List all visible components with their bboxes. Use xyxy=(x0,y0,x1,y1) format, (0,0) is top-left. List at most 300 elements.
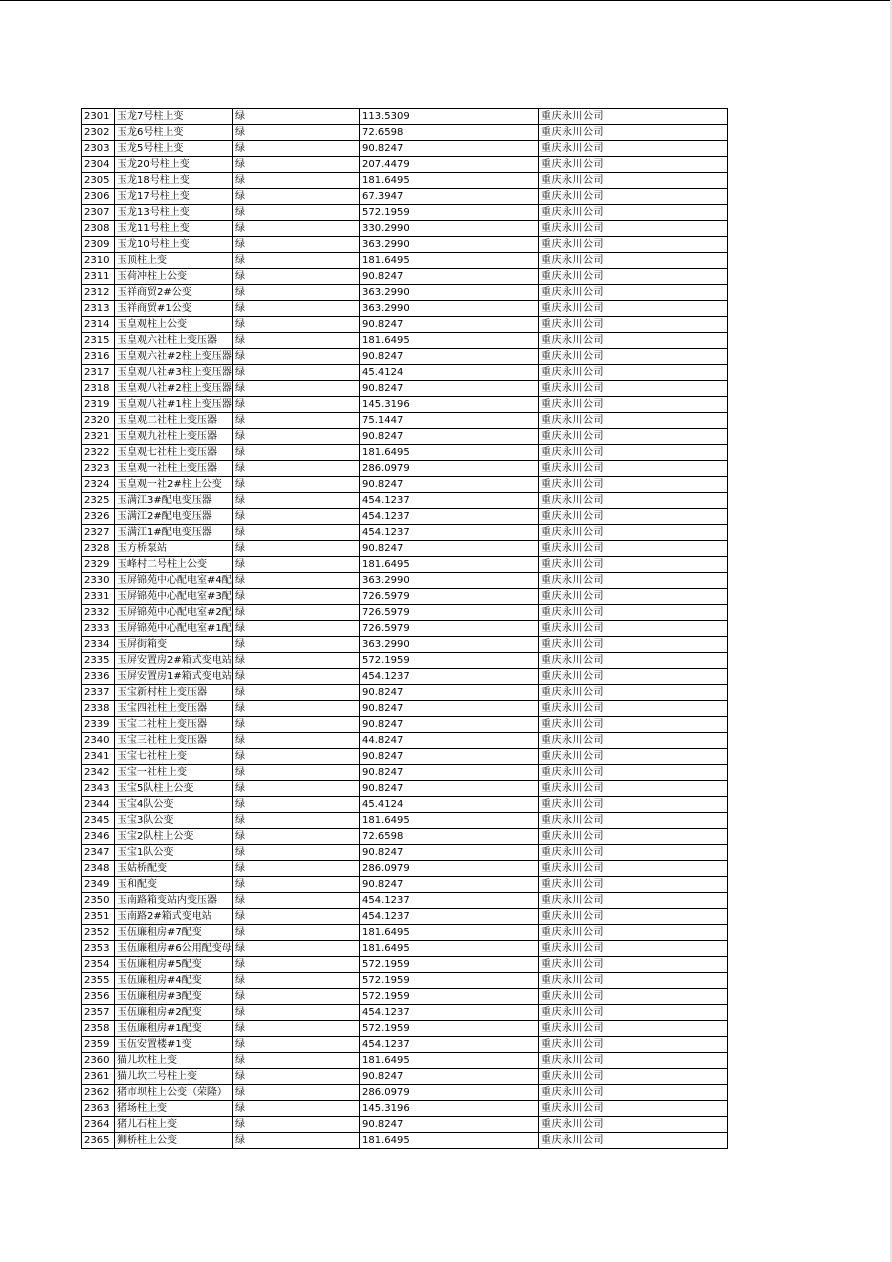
company-cell: 重庆永川公司 xyxy=(539,733,728,749)
company-cell: 重庆永川公司 xyxy=(539,525,728,541)
status-color-cell: 绿 xyxy=(233,989,360,1005)
status-color-cell: 绿 xyxy=(233,845,360,861)
table-row xyxy=(82,973,728,989)
row-id-cell: 2364 xyxy=(82,1117,115,1133)
row-id-cell: 2361 xyxy=(82,1069,115,1085)
table-row xyxy=(82,125,728,141)
row-id-cell: 2360 xyxy=(82,1053,115,1069)
company-cell: 重庆永川公司 xyxy=(539,157,728,173)
row-id-cell: 2346 xyxy=(82,829,115,845)
status-color-cell: 绿 xyxy=(233,141,360,157)
company-cell: 重庆永川公司 xyxy=(539,621,728,637)
transformer-name-cell: 玉皇观九社柱上变压器 xyxy=(115,429,233,445)
transformer-name-cell: 玉荷冲柱上公变 xyxy=(115,269,233,285)
table-row xyxy=(82,893,728,909)
transformer-name-cell: 玉伍廉租房#6公用配变母 xyxy=(115,941,233,957)
value-cell: 286.0979 xyxy=(360,461,539,477)
transformer-name-cell: 玉顶柱上变 xyxy=(115,253,233,269)
table-row xyxy=(82,493,728,509)
transformer-name-cell: 玉宝七社柱上变 xyxy=(115,749,233,765)
row-id-cell: 2339 xyxy=(82,717,115,733)
transformer-name-cell: 猫儿坎柱上变 xyxy=(115,1053,233,1069)
transformer-name-cell: 玉屏锦苑中心配电室#2配 xyxy=(115,605,233,621)
company-cell: 重庆永川公司 xyxy=(539,221,728,237)
company-cell: 重庆永川公司 xyxy=(539,285,728,301)
table-row xyxy=(82,749,728,765)
transformer-name-cell: 玉宝二社柱上变压器 xyxy=(115,717,233,733)
company-cell: 重庆永川公司 xyxy=(539,573,728,589)
transformer-name-cell: 玉龙11号柱上变 xyxy=(115,221,233,237)
status-color-cell: 绿 xyxy=(233,381,360,397)
transformer-name-cell: 玉皇观一社柱上变压器 xyxy=(115,461,233,477)
row-id-cell: 2357 xyxy=(82,1005,115,1021)
row-id-cell: 2321 xyxy=(82,429,115,445)
company-cell: 重庆永川公司 xyxy=(539,1021,728,1037)
status-color-cell: 绿 xyxy=(233,189,360,205)
transformer-name-cell: 玉南路2#箱式变电站 xyxy=(115,909,233,925)
company-cell: 重庆永川公司 xyxy=(539,141,728,157)
row-id-cell: 2319 xyxy=(82,397,115,413)
value-cell: 454.1237 xyxy=(360,525,539,541)
company-cell: 重庆永川公司 xyxy=(539,269,728,285)
status-color-cell: 绿 xyxy=(233,1101,360,1117)
table-row xyxy=(82,221,728,237)
table-row xyxy=(82,589,728,605)
status-color-cell: 绿 xyxy=(233,829,360,845)
table-body xyxy=(82,109,728,1149)
row-id-cell: 2304 xyxy=(82,157,115,173)
row-id-cell: 2301 xyxy=(82,109,115,125)
value-cell: 363.2990 xyxy=(360,285,539,301)
value-cell: 363.2990 xyxy=(360,637,539,653)
row-id-cell: 2336 xyxy=(82,669,115,685)
transformer-name-cell: 玉姑桥配变 xyxy=(115,861,233,877)
status-color-cell: 绿 xyxy=(233,925,360,941)
table-row xyxy=(82,781,728,797)
company-cell: 重庆永川公司 xyxy=(539,429,728,445)
status-color-cell: 绿 xyxy=(233,237,360,253)
transformer-name-cell: 玉伍廉租房#7配变 xyxy=(115,925,233,941)
table-row xyxy=(82,381,728,397)
company-cell: 重庆永川公司 xyxy=(539,1053,728,1069)
value-cell: 181.6495 xyxy=(360,445,539,461)
table-row xyxy=(82,253,728,269)
value-cell: 145.3196 xyxy=(360,1101,539,1117)
company-cell: 重庆永川公司 xyxy=(539,909,728,925)
company-cell: 重庆永川公司 xyxy=(539,989,728,1005)
row-id-cell: 2325 xyxy=(82,493,115,509)
transformer-name-cell: 玉伍廉租房#1配变 xyxy=(115,1021,233,1037)
company-cell: 重庆永川公司 xyxy=(539,237,728,253)
status-color-cell: 绿 xyxy=(233,589,360,605)
transformer-name-cell: 玉和配变 xyxy=(115,877,233,893)
status-color-cell: 绿 xyxy=(233,1053,360,1069)
row-id-cell: 2350 xyxy=(82,893,115,909)
transformer-name-cell: 玉皇观六社柱上变压器 xyxy=(115,333,233,349)
company-cell: 重庆永川公司 xyxy=(539,877,728,893)
transformer-name-cell: 玉龙17号柱上变 xyxy=(115,189,233,205)
value-cell: 207.4479 xyxy=(360,157,539,173)
company-cell: 重庆永川公司 xyxy=(539,637,728,653)
transformer-name-cell: 玉龙7号柱上变 xyxy=(115,109,233,125)
status-color-cell: 绿 xyxy=(233,733,360,749)
status-color-cell: 绿 xyxy=(233,221,360,237)
status-color-cell: 绿 xyxy=(233,893,360,909)
company-cell: 重庆永川公司 xyxy=(539,925,728,941)
transformer-name-cell: 玉宝四社柱上变压器 xyxy=(115,701,233,717)
status-color-cell: 绿 xyxy=(233,941,360,957)
value-cell: 90.8247 xyxy=(360,877,539,893)
status-color-cell: 绿 xyxy=(233,541,360,557)
company-cell: 重庆永川公司 xyxy=(539,461,728,477)
value-cell: 145.3196 xyxy=(360,397,539,413)
table-row xyxy=(82,205,728,221)
value-cell: 90.8247 xyxy=(360,685,539,701)
transformer-name-cell: 玉龙10号柱上变 xyxy=(115,237,233,253)
value-cell: 454.1237 xyxy=(360,493,539,509)
status-color-cell: 绿 xyxy=(233,653,360,669)
status-color-cell: 绿 xyxy=(233,765,360,781)
value-cell: 454.1237 xyxy=(360,893,539,909)
row-id-cell: 2356 xyxy=(82,989,115,1005)
table-row xyxy=(82,685,728,701)
status-color-cell: 绿 xyxy=(233,557,360,573)
transformer-name-cell: 玉宝一社柱上变 xyxy=(115,765,233,781)
company-cell: 重庆永川公司 xyxy=(539,365,728,381)
value-cell: 44.8247 xyxy=(360,733,539,749)
transformer-name-cell: 玉屏安置房2#箱式变电站 xyxy=(115,653,233,669)
row-id-cell: 2305 xyxy=(82,173,115,189)
value-cell: 454.1237 xyxy=(360,669,539,685)
status-color-cell: 绿 xyxy=(233,1085,360,1101)
table-row xyxy=(82,1037,728,1053)
value-cell: 181.6495 xyxy=(360,1053,539,1069)
status-color-cell: 绿 xyxy=(233,1133,360,1149)
company-cell: 重庆永川公司 xyxy=(539,541,728,557)
value-cell: 572.1959 xyxy=(360,1021,539,1037)
value-cell: 90.8247 xyxy=(360,381,539,397)
value-cell: 45.4124 xyxy=(360,365,539,381)
row-id-cell: 2312 xyxy=(82,285,115,301)
status-color-cell: 绿 xyxy=(233,637,360,653)
table-row xyxy=(82,1117,728,1133)
transformer-name-cell: 猫儿坎二号柱上变 xyxy=(115,1069,233,1085)
company-cell: 重庆永川公司 xyxy=(539,765,728,781)
value-cell: 90.8247 xyxy=(360,269,539,285)
row-id-cell: 2335 xyxy=(82,653,115,669)
company-cell: 重庆永川公司 xyxy=(539,685,728,701)
data-table xyxy=(81,108,728,1149)
value-cell: 726.5979 xyxy=(360,605,539,621)
row-id-cell: 2363 xyxy=(82,1101,115,1117)
table-row xyxy=(82,397,728,413)
transformer-name-cell: 玉屏锦苑中心配电室#4配 xyxy=(115,573,233,589)
transformer-name-cell: 玉满江3#配电变压器 xyxy=(115,493,233,509)
company-cell: 重庆永川公司 xyxy=(539,589,728,605)
status-color-cell: 绿 xyxy=(233,573,360,589)
status-color-cell: 绿 xyxy=(233,253,360,269)
table-row xyxy=(82,1005,728,1021)
value-cell: 572.1959 xyxy=(360,653,539,669)
status-color-cell: 绿 xyxy=(233,173,360,189)
row-id-cell: 2342 xyxy=(82,765,115,781)
table-row xyxy=(82,429,728,445)
table-row xyxy=(82,109,728,125)
value-cell: 181.6495 xyxy=(360,925,539,941)
value-cell: 90.8247 xyxy=(360,781,539,797)
transformer-name-cell: 玉屏安置房1#箱式变电站 xyxy=(115,669,233,685)
company-cell: 重庆永川公司 xyxy=(539,301,728,317)
status-color-cell: 绿 xyxy=(233,973,360,989)
value-cell: 181.6495 xyxy=(360,941,539,957)
status-color-cell: 绿 xyxy=(233,125,360,141)
table-row xyxy=(82,653,728,669)
table-row xyxy=(82,189,728,205)
transformer-name-cell: 玉宝3队公变 xyxy=(115,813,233,829)
value-cell: 67.3947 xyxy=(360,189,539,205)
table-row xyxy=(82,941,728,957)
row-id-cell: 2314 xyxy=(82,317,115,333)
company-cell: 重庆永川公司 xyxy=(539,349,728,365)
transformer-name-cell: 玉皇观八社#1柱上变压器 xyxy=(115,397,233,413)
value-cell: 45.4124 xyxy=(360,797,539,813)
transformer-name-cell: 玉满江2#配电变压器 xyxy=(115,509,233,525)
row-id-cell: 2322 xyxy=(82,445,115,461)
company-cell: 重庆永川公司 xyxy=(539,477,728,493)
table-row xyxy=(82,541,728,557)
company-cell: 重庆永川公司 xyxy=(539,445,728,461)
transformer-name-cell: 玉宝新村柱上变压器 xyxy=(115,685,233,701)
transformer-name-cell: 玉伍安置楼#1变 xyxy=(115,1037,233,1053)
company-cell: 重庆永川公司 xyxy=(539,557,728,573)
value-cell: 454.1237 xyxy=(360,1037,539,1053)
company-cell: 重庆永川公司 xyxy=(539,381,728,397)
company-cell: 重庆永川公司 xyxy=(539,941,728,957)
table-row xyxy=(82,1069,728,1085)
status-color-cell: 绿 xyxy=(233,909,360,925)
table-row xyxy=(82,797,728,813)
company-cell: 重庆永川公司 xyxy=(539,797,728,813)
company-cell: 重庆永川公司 xyxy=(539,717,728,733)
status-color-cell: 绿 xyxy=(233,205,360,221)
company-cell: 重庆永川公司 xyxy=(539,813,728,829)
value-cell: 181.6495 xyxy=(360,557,539,573)
transformer-name-cell: 玉皇观一社2#柱上公变 xyxy=(115,477,233,493)
transformer-name-cell: 玉皇观六社#2柱上变压器 xyxy=(115,349,233,365)
row-id-cell: 2338 xyxy=(82,701,115,717)
value-cell: 90.8247 xyxy=(360,541,539,557)
company-cell: 重庆永川公司 xyxy=(539,1117,728,1133)
value-cell: 363.2990 xyxy=(360,301,539,317)
table-row xyxy=(82,573,728,589)
company-cell: 重庆永川公司 xyxy=(539,669,728,685)
status-color-cell: 绿 xyxy=(233,1005,360,1021)
value-cell: 181.6495 xyxy=(360,1133,539,1149)
transformer-name-cell: 玉宝2队柱上公变 xyxy=(115,829,233,845)
table-row xyxy=(82,845,728,861)
value-cell: 572.1959 xyxy=(360,973,539,989)
status-color-cell: 绿 xyxy=(233,701,360,717)
value-cell: 90.8247 xyxy=(360,765,539,781)
row-id-cell: 2365 xyxy=(82,1133,115,1149)
table-row xyxy=(82,701,728,717)
table-row xyxy=(82,1053,728,1069)
transformer-name-cell: 玉宝4队公变 xyxy=(115,797,233,813)
status-color-cell: 绿 xyxy=(233,461,360,477)
table-row xyxy=(82,237,728,253)
company-cell: 重庆永川公司 xyxy=(539,973,728,989)
row-id-cell: 2352 xyxy=(82,925,115,941)
table-row xyxy=(82,141,728,157)
value-cell: 90.8247 xyxy=(360,477,539,493)
table-row xyxy=(82,877,728,893)
transformer-name-cell: 玉祥商贸2#公变 xyxy=(115,285,233,301)
table-row xyxy=(82,509,728,525)
value-cell: 181.6495 xyxy=(360,333,539,349)
status-color-cell: 绿 xyxy=(233,877,360,893)
table-row xyxy=(82,349,728,365)
status-color-cell: 绿 xyxy=(233,429,360,445)
company-cell: 重庆永川公司 xyxy=(539,189,728,205)
status-color-cell: 绿 xyxy=(233,605,360,621)
value-cell: 572.1959 xyxy=(360,989,539,1005)
status-color-cell: 绿 xyxy=(233,685,360,701)
table-row xyxy=(82,525,728,541)
status-color-cell: 绿 xyxy=(233,285,360,301)
transformer-name-cell: 玉龙5号柱上变 xyxy=(115,141,233,157)
status-color-cell: 绿 xyxy=(233,317,360,333)
table-row xyxy=(82,861,728,877)
row-id-cell: 2344 xyxy=(82,797,115,813)
status-color-cell: 绿 xyxy=(233,621,360,637)
transformer-name-cell: 玉龙18号柱上变 xyxy=(115,173,233,189)
table-row xyxy=(82,157,728,173)
value-cell: 363.2990 xyxy=(360,573,539,589)
company-cell: 重庆永川公司 xyxy=(539,397,728,413)
transformer-name-cell: 玉满江1#配电变压器 xyxy=(115,525,233,541)
transformer-name-cell: 玉屏锦苑中心配电室#3配 xyxy=(115,589,233,605)
row-id-cell: 2315 xyxy=(82,333,115,349)
row-id-cell: 2310 xyxy=(82,253,115,269)
transformer-name-cell: 玉皇观二社柱上变压器 xyxy=(115,413,233,429)
status-color-cell: 绿 xyxy=(233,269,360,285)
company-cell: 重庆永川公司 xyxy=(539,1133,728,1149)
transformer-name-cell: 猪儿石柱上变 xyxy=(115,1117,233,1133)
company-cell: 重庆永川公司 xyxy=(539,253,728,269)
table-row xyxy=(82,605,728,621)
row-id-cell: 2306 xyxy=(82,189,115,205)
company-cell: 重庆永川公司 xyxy=(539,205,728,221)
company-cell: 重庆永川公司 xyxy=(539,1005,728,1021)
row-id-cell: 2327 xyxy=(82,525,115,541)
value-cell: 113.5309 xyxy=(360,109,539,125)
status-color-cell: 绿 xyxy=(233,397,360,413)
row-id-cell: 2337 xyxy=(82,685,115,701)
table-row xyxy=(82,717,728,733)
value-cell: 181.6495 xyxy=(360,813,539,829)
row-id-cell: 2313 xyxy=(82,301,115,317)
value-cell: 90.8247 xyxy=(360,349,539,365)
table-row xyxy=(82,637,728,653)
company-cell: 重庆永川公司 xyxy=(539,173,728,189)
table-row xyxy=(82,733,728,749)
table-row xyxy=(82,333,728,349)
value-cell: 572.1959 xyxy=(360,205,539,221)
company-cell: 重庆永川公司 xyxy=(539,829,728,845)
value-cell: 90.8247 xyxy=(360,749,539,765)
company-cell: 重庆永川公司 xyxy=(539,653,728,669)
value-cell: 90.8247 xyxy=(360,701,539,717)
transformer-name-cell: 玉伍廉租房#3配变 xyxy=(115,989,233,1005)
row-id-cell: 2358 xyxy=(82,1021,115,1037)
row-id-cell: 2334 xyxy=(82,637,115,653)
value-cell: 90.8247 xyxy=(360,1117,539,1133)
transformer-name-cell: 玉屏锦苑中心配电室#1配 xyxy=(115,621,233,637)
status-color-cell: 绿 xyxy=(233,1037,360,1053)
row-id-cell: 2326 xyxy=(82,509,115,525)
company-cell: 重庆永川公司 xyxy=(539,109,728,125)
row-id-cell: 2347 xyxy=(82,845,115,861)
value-cell: 363.2990 xyxy=(360,237,539,253)
status-color-cell: 绿 xyxy=(233,349,360,365)
company-cell: 重庆永川公司 xyxy=(539,605,728,621)
value-cell: 75.1447 xyxy=(360,413,539,429)
company-cell: 重庆永川公司 xyxy=(539,317,728,333)
transformer-name-cell: 狮桥柱上公变 xyxy=(115,1133,233,1149)
transformer-name-cell: 玉伍廉租房#2配变 xyxy=(115,1005,233,1021)
transformer-name-cell: 玉宝5队柱上公变 xyxy=(115,781,233,797)
row-id-cell: 2331 xyxy=(82,589,115,605)
value-cell: 726.5979 xyxy=(360,621,539,637)
row-id-cell: 2324 xyxy=(82,477,115,493)
transformer-name-cell: 猪市坝柱上公变（荣隆） xyxy=(115,1085,233,1101)
row-id-cell: 2359 xyxy=(82,1037,115,1053)
row-id-cell: 2308 xyxy=(82,221,115,237)
transformer-name-cell: 玉宝三社柱上变压器 xyxy=(115,733,233,749)
company-cell: 重庆永川公司 xyxy=(539,893,728,909)
status-color-cell: 绿 xyxy=(233,109,360,125)
table-row xyxy=(82,669,728,685)
row-id-cell: 2349 xyxy=(82,877,115,893)
transformer-name-cell: 玉伍廉租房#4配变 xyxy=(115,973,233,989)
row-id-cell: 2332 xyxy=(82,605,115,621)
transformer-name-cell: 玉伍廉租房#5配变 xyxy=(115,957,233,973)
company-cell: 重庆永川公司 xyxy=(539,957,728,973)
row-id-cell: 2317 xyxy=(82,365,115,381)
status-color-cell: 绿 xyxy=(233,717,360,733)
status-color-cell: 绿 xyxy=(233,157,360,173)
status-color-cell: 绿 xyxy=(233,1021,360,1037)
status-color-cell: 绿 xyxy=(233,797,360,813)
status-color-cell: 绿 xyxy=(233,749,360,765)
table-row xyxy=(82,413,728,429)
row-id-cell: 2303 xyxy=(82,141,115,157)
table-row xyxy=(82,461,728,477)
status-color-cell: 绿 xyxy=(233,1117,360,1133)
company-cell: 重庆永川公司 xyxy=(539,493,728,509)
transformer-name-cell: 玉屏街箱变 xyxy=(115,637,233,653)
row-id-cell: 2318 xyxy=(82,381,115,397)
value-cell: 90.8247 xyxy=(360,1069,539,1085)
transformer-name-cell: 玉龙20号柱上变 xyxy=(115,157,233,173)
value-cell: 286.0979 xyxy=(360,861,539,877)
value-cell: 72.6598 xyxy=(360,829,539,845)
value-cell: 90.8247 xyxy=(360,429,539,445)
value-cell: 330.2990 xyxy=(360,221,539,237)
company-cell: 重庆永川公司 xyxy=(539,1069,728,1085)
row-id-cell: 2307 xyxy=(82,205,115,221)
row-id-cell: 2323 xyxy=(82,461,115,477)
